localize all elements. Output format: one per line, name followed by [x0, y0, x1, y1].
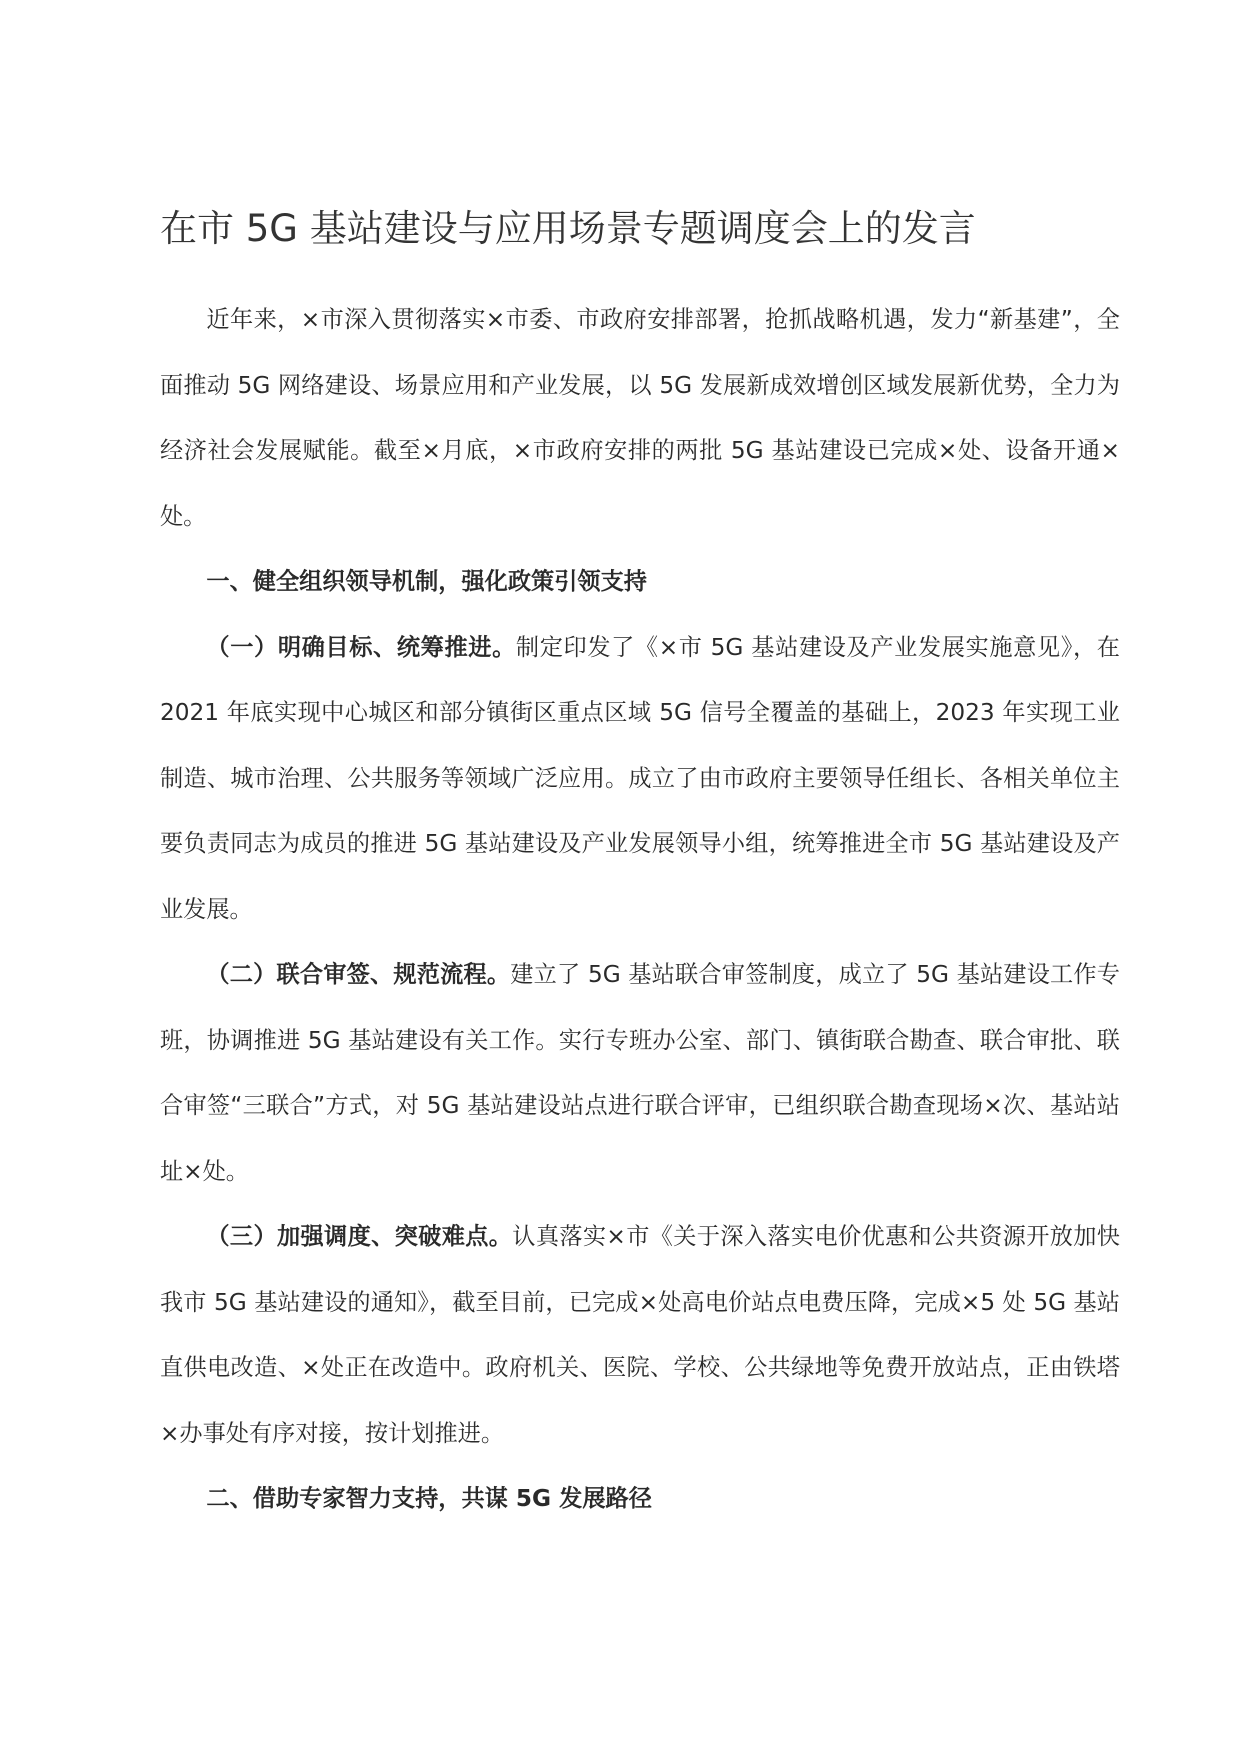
item-text-3: 认真落实×市《关于深入落实电价优惠和公共资源开放加快我市 5G 基站建设的通知》，截至目前，已完成×处高电价站点电费压降，完成×5 处 5G 基站直供电改造、×处正在改造中。政府机关、医院、学校、公共绿地等免费开放站点，正由铁塔×办事处有序对接，按计划推进。 — [160, 1223, 1120, 1447]
item-lead-1: （一）明确目标、统筹推进。 — [206, 633, 516, 661]
item-paragraph-3 — [160, 1204, 1120, 1466]
intro-paragraph: 近年来，×市深入贯彻落实×市委、市政府安排部署，抢抓战略机遇，发力“新基建”，全面推动 5G 网络建设、场景应用和产业发展，以 5G 发展新成效增创区域发展新优势，全力为经济社会发展赋能。截至×月底，×市政府安排的两批 5G 基站建设已完成×处、设备开通×处。 — [160, 306, 1120, 530]
document-title: 在市 5G 基站建设与应用场景专题调度会上的发言 — [160, 207, 976, 250]
item-lead-2: （二）联合审签、规范流程。 — [206, 961, 511, 988]
item-lead-3: （三）加强调度、突破难点。 — [206, 1223, 513, 1250]
section-heading-2: 二、借助专家智力支持，共谋 5G 发展路径 — [206, 1485, 652, 1512]
item-text-2: 建立了 5G 基站联合审签制度，成立了 5G 基站建设工作专班，协调推进 5G 基站建设有关工作。实行专班办公室、部门、镇街联合勘查、联合审批、联合审签“三联合”方式，对 5G 基站建设站点进行联合评审，已组织联合勘查现场×次、基站站址×处。 — [160, 961, 1120, 1185]
section-heading-1: 一、健全组织领导机制，强化政策引领支持 — [206, 568, 647, 595]
item-paragraph-2 — [160, 942, 1120, 1204]
document-body — [160, 195, 1120, 1532]
item-paragraph-1 — [160, 615, 1120, 943]
item-text-1: 制定印发了《×市 5G 基站建设及产业发展实施意见》，在 2021 年底实现中心城区和部分镇街区重点区域 5G 信号全覆盖的基础上，2023 年实现工业制造、城市治理、公共服务等领域广泛应用。成立了由市政府主要领导任组长、各相关单位主要负责同志为成员的推进 5G 基站建设及产业发展领导小组，统筹推进全市 5G 基站建设及产业发展。 — [160, 633, 1120, 923]
